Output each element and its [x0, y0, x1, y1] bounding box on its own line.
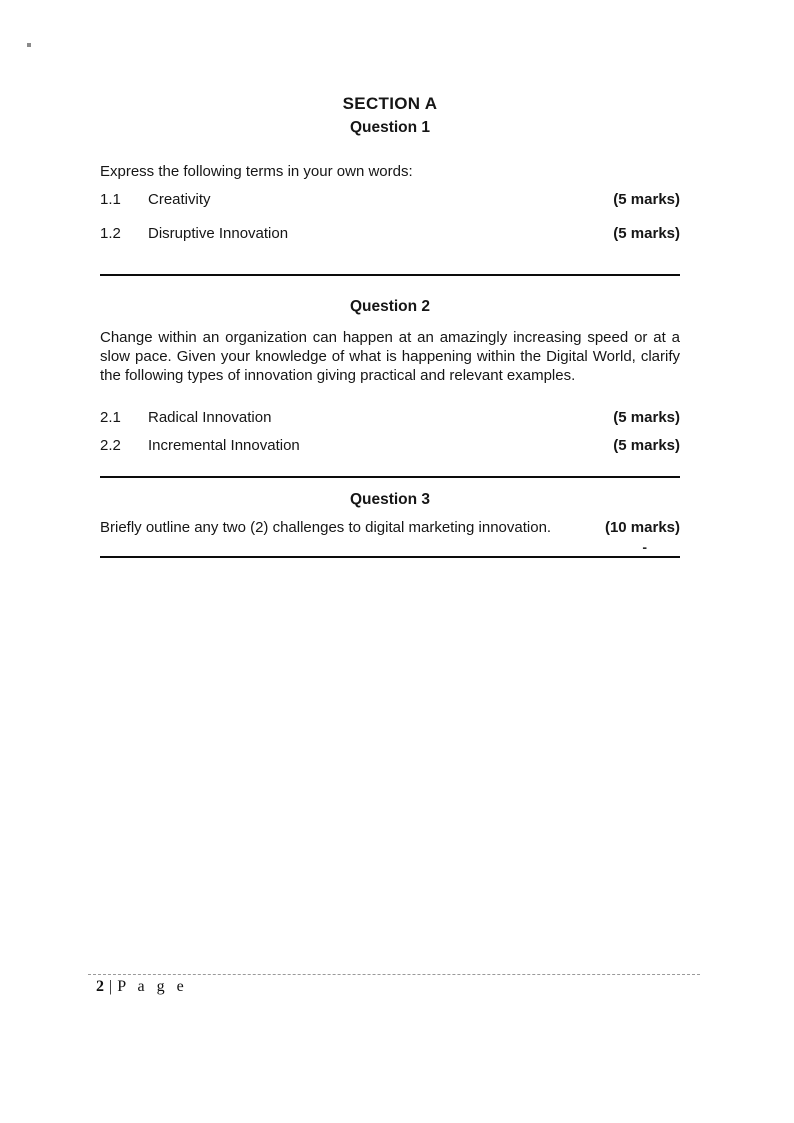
section-title: SECTION A	[342, 94, 438, 113]
question-item-2-1	[100, 409, 680, 427]
question-3-title: Question 3	[349, 491, 431, 508]
item-label: Disruptive Innovation	[148, 225, 289, 242]
question-1-title: Question 1	[349, 119, 431, 136]
footer-page-word: P a g e	[117, 978, 188, 995]
item-number: 2.2	[100, 437, 121, 454]
stray-dash-mark: -	[642, 539, 647, 555]
footer-divider	[88, 974, 700, 975]
question-item-1-1	[100, 191, 680, 209]
item-label: Incremental Innovation	[148, 437, 300, 454]
page-footer	[96, 978, 188, 996]
question-1-intro: Express the following terms in your own words:	[100, 163, 413, 180]
item-label: Creativity	[148, 191, 211, 208]
item-number: 2.1	[100, 409, 121, 426]
question-3-text: Briefly outline any two (2) challenges to digital marketing innovation.	[100, 519, 552, 536]
item-marks: (5 marks)	[613, 225, 680, 242]
scan-speck-artifact	[27, 43, 31, 47]
item-label: Radical Innovation	[148, 409, 272, 426]
item-marks: (5 marks)	[613, 409, 680, 426]
question-2-intro: Change within an organization can happen at an amazingly increasing speed or at a slow pace. Given your knowledge of what is happening within the Digital World, clarify the following types of innovation giving practical and relevant examples.	[100, 329, 680, 384]
item-number: 1.1	[100, 191, 121, 208]
question-3-row	[100, 519, 680, 537]
item-number: 1.2	[100, 225, 121, 242]
page-content	[100, 0, 680, 566]
question-item-2-2	[100, 437, 680, 455]
item-marks: (5 marks)	[613, 437, 680, 454]
question-3-marks: (10 marks)	[604, 519, 680, 536]
question-item-1-2	[100, 225, 680, 243]
item-marks: (5 marks)	[613, 191, 680, 208]
footer-page-number: 2	[96, 978, 104, 995]
question-2-title: Question 2	[349, 298, 431, 315]
footer-separator: |	[109, 978, 113, 995]
section-divider	[100, 476, 680, 478]
section-divider	[100, 274, 680, 276]
section-divider	[100, 556, 680, 558]
